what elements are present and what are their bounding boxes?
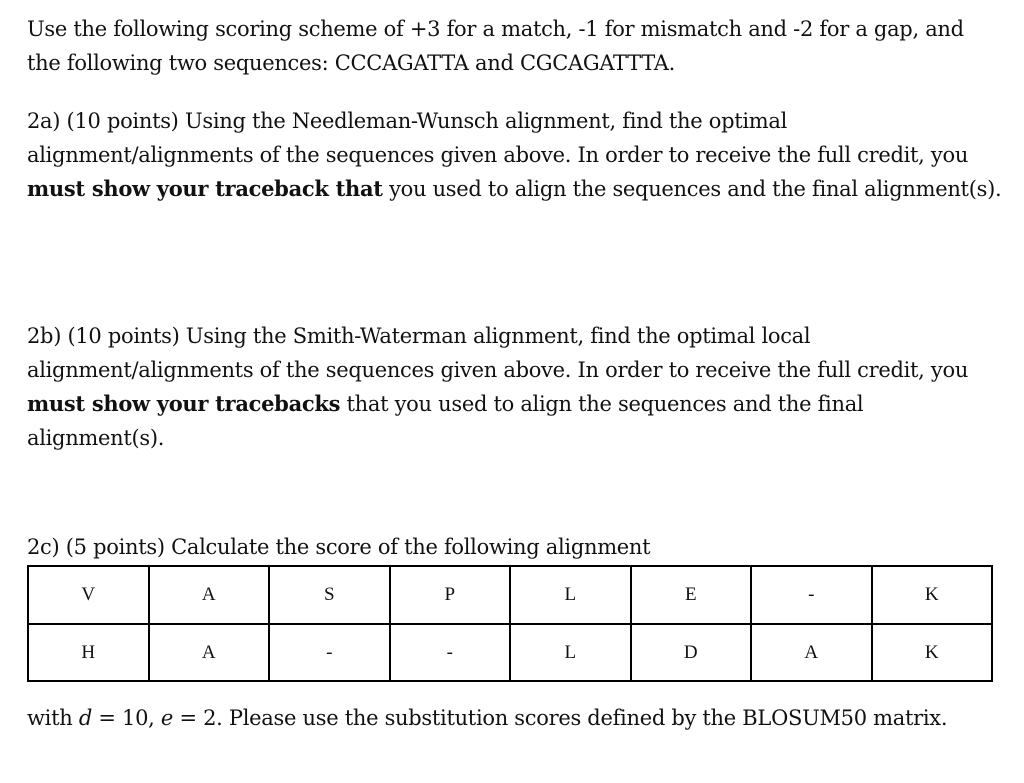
alignment-cell: A <box>149 624 270 681</box>
q2b-bold-text: must show your tracebacks <box>27 391 341 416</box>
q2a-text-suffix: you used to align the sequences and the final alignment(s). <box>382 177 1002 201</box>
alignment-row-top <box>28 566 992 624</box>
alignment-cell: - <box>390 624 511 681</box>
alignment-cell: - <box>269 624 390 681</box>
alignment-cell: L <box>510 566 631 624</box>
alignment-table <box>27 565 993 682</box>
footer-paragraph <box>27 701 1002 735</box>
intro-paragraph <box>27 12 1002 80</box>
gap-extend-variable: e <box>160 706 174 730</box>
alignment-cell: P <box>390 566 511 624</box>
q2a-text-prefix: 2a) (10 points) Using the Needleman-Wunsch alignment, find the optimal alignment/alignments of the sequences given above. In order to receive the full credit, you <box>27 109 969 167</box>
alignment-cell: S <box>269 566 390 624</box>
q2a-bold-text: must show your traceback that <box>27 176 383 201</box>
alignment-cell: A <box>149 566 270 624</box>
alignment-cell: V <box>28 566 149 624</box>
gap-open-value: = 10, <box>92 706 161 730</box>
alignment-cell: - <box>751 566 872 624</box>
alignment-cell: L <box>510 624 631 681</box>
question-2c-title <box>27 530 1002 564</box>
question-2a <box>27 104 1002 206</box>
gap-extend-value: = 2. <box>173 706 223 730</box>
q2b-text-prefix: 2b) (10 points) Using the Smith-Waterman alignment, find the optimal local alignment/alignments of the sequences given above. In order to receive the full credit, you <box>27 324 969 382</box>
alignment-cell: E <box>631 566 752 624</box>
question-2b <box>27 319 1002 455</box>
q2b-text-suffix: that you used to align the sequences and the final alignment(s). <box>27 392 864 450</box>
alignment-cell: D <box>631 624 752 681</box>
gap-open-variable: d <box>78 706 92 730</box>
intro-text: Use the following scoring scheme of +3 for a match, -1 for mismatch and -2 for a gap, and the following two sequences: CCCAGATTA and CGCAGATTTA. <box>27 17 964 75</box>
alignment-row-bottom <box>28 624 992 681</box>
q2c-title-text: 2c) (5 points) Calculate the score of the following alignment <box>27 535 651 559</box>
alignment-cell: A <box>751 624 872 681</box>
footer-with: with <box>27 706 79 730</box>
alignment-cell: K <box>872 566 993 624</box>
alignment-cell: K <box>872 624 993 681</box>
footer-rest: Please use the substitution scores defined by the BLOSUM50 matrix. <box>222 706 948 730</box>
alignment-cell: H <box>28 624 149 681</box>
